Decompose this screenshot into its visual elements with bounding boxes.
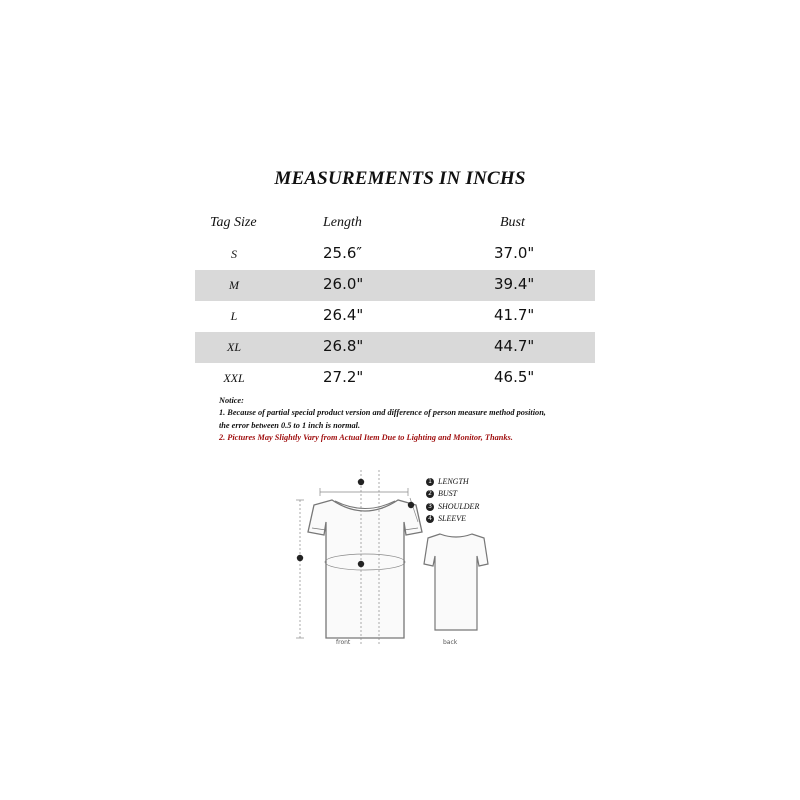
size-cell: XXL [223, 371, 245, 385]
front-tshirt-illustration [308, 500, 422, 638]
legend-item-length [426, 477, 469, 486]
size-cell: M [229, 278, 239, 292]
header-tag-size: Tag Size [210, 215, 257, 230]
size-cell: S [231, 247, 237, 261]
number-1-icon: 1 [426, 478, 434, 486]
legend-item-shoulder [426, 502, 479, 511]
legend-label: BUST [438, 489, 458, 498]
bust-cell: 46.5" [494, 368, 535, 386]
notice-heading: Notice: [219, 396, 244, 405]
legend-label: SHOULDER [438, 502, 480, 511]
table-row [195, 270, 595, 301]
legend-item-sleeve [426, 514, 466, 523]
table-row [195, 332, 595, 363]
length-cell: 25.6″ [323, 244, 363, 262]
size-cell: L [230, 309, 238, 323]
notice-line-2: the error between 0.5 to 1 inch is normal. [219, 421, 361, 430]
length-cell: 26.4" [323, 306, 364, 324]
table-row [195, 239, 595, 270]
table-row [195, 363, 595, 394]
number-4-icon: 4 [426, 515, 434, 523]
table-row [195, 301, 595, 332]
notice-line-3: 2. Pictures May Slightly Vary from Actual Item Due to Lighting and Monitor, Thanks. [219, 433, 513, 442]
bust-cell: 39.4" [494, 275, 535, 293]
tshirt-measurement-diagram [280, 470, 520, 650]
front-caption: front [336, 639, 351, 646]
header-bust: Bust [500, 215, 525, 230]
number-2-icon: 2 [426, 490, 434, 498]
number-3-icon: 3 [426, 503, 434, 511]
back-caption: back [443, 639, 458, 646]
bust-cell: 41.7" [494, 306, 535, 324]
notice-line-1: 1. Because of partial special product version and difference of person measure method position, [219, 408, 546, 417]
legend-label: LENGTH [438, 477, 469, 486]
length-cell: 26.8" [323, 337, 364, 355]
header-length: Length [323, 215, 362, 230]
size-cell: XL [226, 340, 241, 354]
back-tshirt-illustration [424, 534, 488, 630]
bust-cell: 37.0" [494, 244, 535, 262]
legend-label: SLEEVE [438, 514, 466, 523]
legend-item-bust [426, 489, 457, 498]
page-title: MEASUREMENTS IN INCHS [274, 168, 526, 189]
length-cell: 26.0" [323, 275, 364, 293]
bust-cell: 44.7" [494, 337, 535, 355]
length-cell: 27.2" [323, 368, 364, 386]
